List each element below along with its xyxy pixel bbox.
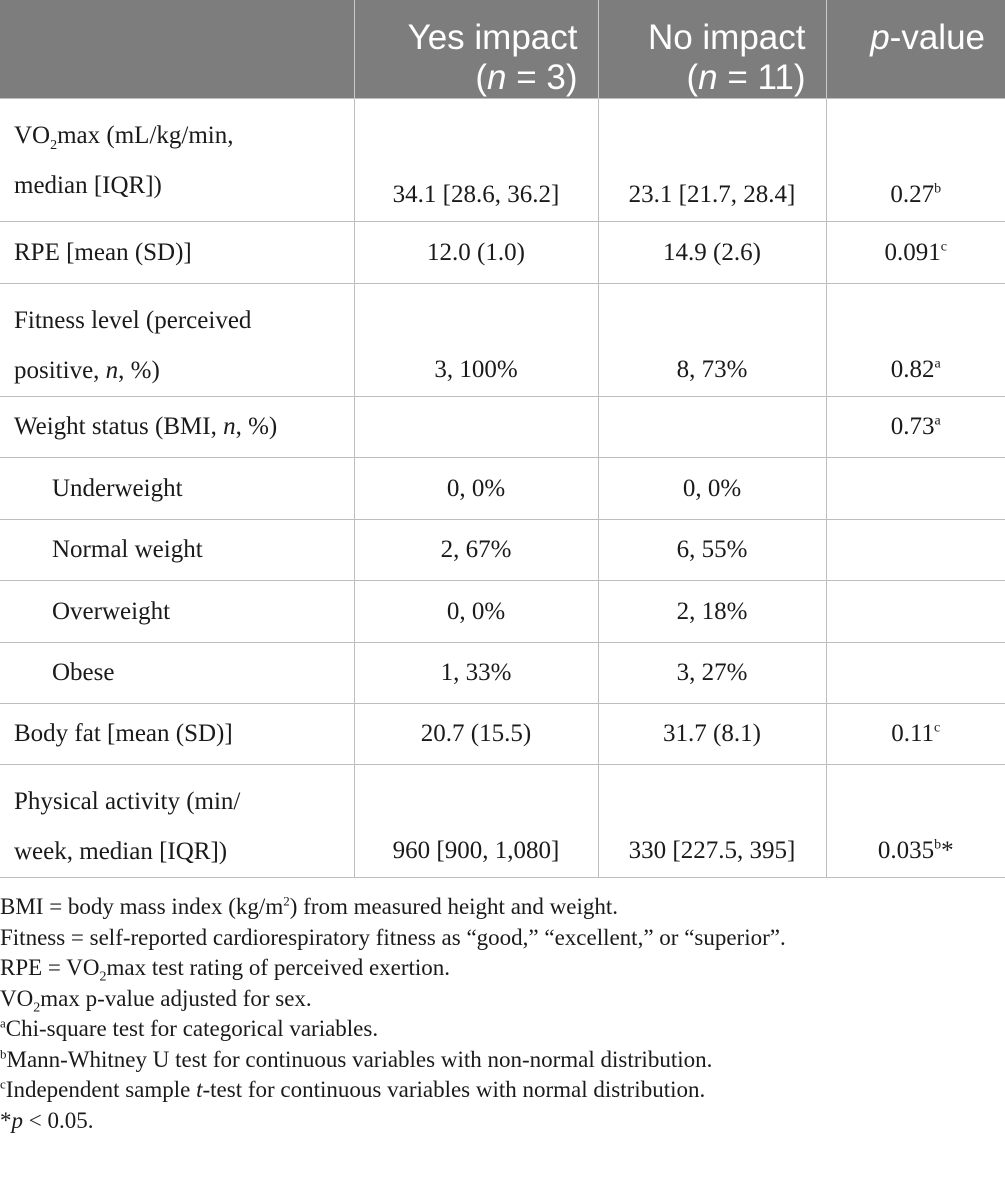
row-label-overweight: Overweight [0, 581, 354, 643]
cell-yes [354, 397, 598, 458]
footnote-rpe: RPE = $VO_2\max$ test rating of perceived exertion. [0, 955, 451, 985]
cell-no: 14.9 (2.6) [598, 222, 826, 284]
table-footnotes [0, 892, 786, 1136]
footnote-significance: *p < 0.05. [0, 1107, 94, 1133]
row-label-body-fat: Body fat [mean (SD)] [0, 704, 354, 765]
cell-yes: 0, 0% [354, 458, 598, 520]
cell-p [826, 643, 1005, 704]
cell-p: 0.091$^c$ [826, 222, 1005, 284]
row-label-vo2max: $VO_2\max$ (mL/kg/min, median [IQR]) [0, 99, 354, 222]
table-row [0, 397, 1005, 458]
row-label-rpe: RPE [mean (SD)] [0, 222, 354, 284]
cell-no: 31.7 (8.1) [598, 704, 826, 765]
cell-yes: 34.1 [28.6, 36.2] [354, 99, 598, 222]
table-row [0, 765, 1005, 878]
row-label-normal-weight: Normal weight [0, 520, 354, 581]
cell-no: 3, 27% [598, 643, 826, 704]
cell-yes: 3, 100% [354, 284, 598, 397]
cell-yes: 2, 67% [354, 520, 598, 581]
header-p-value: p-value [826, 0, 1005, 99]
cell-no: 0, 0% [598, 458, 826, 520]
footnote-a: $^a$Chi-square test for categorical variables. [0, 1015, 379, 1041]
table-row [0, 458, 1005, 520]
row-label-weight-status: Weight status (BMI, n, %) [0, 397, 354, 458]
table-row [0, 643, 1005, 704]
table-row [0, 704, 1005, 765]
cell-yes: 960 [900, 1,080] [354, 765, 598, 878]
table-row [0, 520, 1005, 581]
cell-p: 0.11$^c$ [826, 704, 1005, 765]
cell-p [826, 458, 1005, 520]
table-row [0, 222, 1005, 284]
footnote-c: $^c$Independent sample t-test for continuous variables with normal distribution. [0, 1076, 706, 1102]
table-row [0, 99, 1005, 222]
footnote-b: $^b$Mann-Whitney U test for continuous variables with non-normal distribution. [0, 1045, 713, 1072]
row-label-physical-activity: Physical activity (min/ week, median [IQR]) [0, 765, 354, 878]
cell-no: 2, 18% [598, 581, 826, 643]
cell-no [598, 397, 826, 458]
cell-no: 6, 55% [598, 520, 826, 581]
cell-yes: 0, 0% [354, 581, 598, 643]
cell-p: 0.73$^a$ [826, 397, 1005, 458]
row-label-underweight: Underweight [0, 458, 354, 520]
header-row [0, 0, 1005, 99]
cell-no: 23.1 [21.7, 28.4] [598, 99, 826, 222]
cell-p: 0.035$^b$* [826, 765, 1005, 878]
cell-no: 8, 73% [598, 284, 826, 397]
cell-p [826, 581, 1005, 643]
table-row [0, 284, 1005, 397]
header-yes-impact: Yes impact (n = 3) [354, 0, 598, 99]
header-yes-n: (n = 3) [475, 58, 578, 97]
cell-p: 0.82$^a$ [826, 284, 1005, 397]
table-row [0, 581, 1005, 643]
row-label-obese: Obese [0, 643, 354, 704]
cell-yes: 1, 33% [354, 643, 598, 704]
cell-p [826, 520, 1005, 581]
cell-yes: 20.7 (15.5) [354, 704, 598, 765]
footnote-vo2max: $VO_2\max$ p-value adjusted for sex. [0, 985, 312, 1016]
row-label-fitness: Fitness level (perceived positive, n, %) [0, 284, 354, 397]
cell-yes: 12.0 (1.0) [354, 222, 598, 284]
header-blank [0, 0, 354, 99]
cell-p: 0.27$^b$ [826, 99, 1005, 222]
footnote-fitness: Fitness = self-reported cardiorespiratory fitness as “good,” “excellent,” or “superior”. [0, 924, 786, 950]
header-no-impact: No impact (n = 11) [598, 0, 826, 99]
footnote-bmi: BMI = body mass index $(kg/m^2)$ from measured height and weight. [0, 893, 619, 919]
header-no-n: (n = 11) [686, 58, 806, 97]
cell-no: 330 [227.5, 395] [598, 765, 826, 878]
